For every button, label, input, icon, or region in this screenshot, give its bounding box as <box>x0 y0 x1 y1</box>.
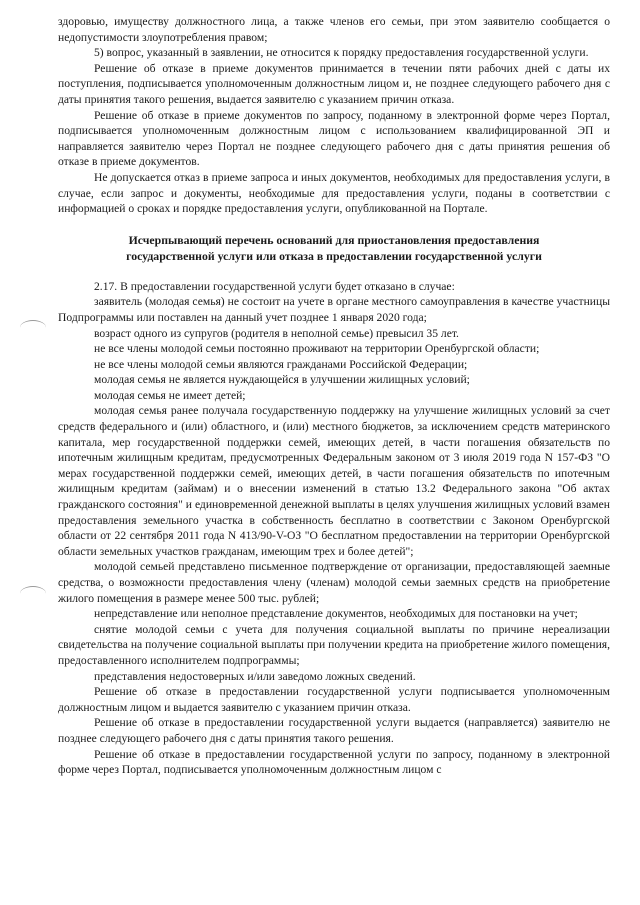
paragraph-ground-documents: непредставление или неполное представление документов, необходимых для постановки на учет; <box>94 607 578 621</box>
paragraph-refusal-decision: Решение об отказе в приеме документов принимается в течении пяти рабочих дней с даты их поступления, подписывается уполномоченным должностным лицом и, не позднее следующего рабочего дня с даты принятия такого решения, выдается заявителю с указанием причин отказа. <box>58 61 610 106</box>
paragraph-ground-housing-need: молодая семья не является нуждающейся в улучшении жилищных условий; <box>94 373 470 387</box>
paragraph-ground-age: возраст одного из супругов (родителя в неполной семье) превысил 35 лет. <box>94 326 459 340</box>
spacer <box>58 264 610 279</box>
paragraph-ground-no-children: молодая семья не имеет детей; <box>94 388 246 402</box>
paragraph-2-17: 2.17. В предоставлении государственной услуги будет отказано в случае: <box>94 279 455 293</box>
scan-margin-mark-top <box>20 320 46 335</box>
paragraph-ground-loan-confirmation: молодой семьей представлено письменное подтверждение от организации, предоставляющей заемные средства, о возможности предоставления члену (членам) молодой семьи заемных средств на приобретение жилого помещения в размере менее 500 тыс. рублей; <box>58 560 610 605</box>
section-heading-line-1: Исчерпывающий перечень оснований для приостановления предоставления <box>128 232 540 247</box>
paragraph-ground-residence: не все члены молодой семьи постоянно проживают на территории Оренбургской области; <box>94 342 540 356</box>
paragraph-refusal-electronic: Решение об отказе в приеме документов по запросу, поданному в электронной форме через Портал, подписывается уполномоченным должностным лицом с использованием квалифицированной ЭП и направляется заявителю через Портал не позднее следующего рабочего дня с даты принятия решения об отказе в приеме документов. <box>58 108 610 169</box>
paragraph-refusal-portal: Решение об отказе в предоставлении государственной услуги по запросу, поданному в электронной форме через Портал, подписывается уполномоченным должностным лицом с <box>58 747 610 777</box>
paragraph-ground-citizenship: не все члены молодой семьи являются гражданами Российской Федерации; <box>94 357 468 371</box>
paragraph-refusal-not-allowed: Не допускается отказ в приеме запроса и иных документов, необходимых для предоставления услуги, в случае, если запрос и документы, необходимые для предоставления услуги, поданы в соответствии с информацией о сроках и порядке предоставления услуги, опубликованной на Портале. <box>58 170 610 216</box>
paragraph-ground-false-info: представления недостоверных и/или заведомо ложных сведений. <box>94 669 416 683</box>
paragraph-refusal-delivery: Решение об отказе в предоставлении государственной услуги выдается (направляется) заявителю не позднее следующего рабочего дня с даты принятия такого решения. <box>58 716 610 745</box>
paragraph-ground-prior-support: молодая семья ранее получала государственную поддержку на улучшение жилищных условий за счет средств федерального и (или) областного, и (или) местного бюджетов, за исключением средств материнского капитала, мер государственной поддержки семей, имеющих детей, в части погашения обязательств по ипотечным жилищным кредитам, предусмотренных Федеральным законом от 3 июля 2019 года N 157-ФЗ "О мерах государственной поддержки семей, имеющих детей, в части погашения обязательств по ипотечным жилищным кредитам (займам) и о внесении изменений в статью 13.2 Федерального закона "Об актах гражданского состояния" и единовременной денежной выплаты в целях улучшения жилищных условий взамен предоставления земельного участка в собственность бесплатно в соответствии с Законом Оренбургской области от 22 сентября 2011 года N 413/90-V-ОЗ "О бесплатном предоставлении на территории Оренбургской области земельных участков гражданам, имеющим трех и более детей"; <box>58 404 610 558</box>
document-page <box>58 14 610 778</box>
spacer <box>58 217 610 232</box>
paragraph-item-5: 5) вопрос, указанный в заявлении, не относится к порядку предоставления государственной услуги. <box>94 46 589 60</box>
paragraph-ground-deregistration: снятие молодой семьи с учета для получения социальной выплаты по причине нереализации свидетельства на получение социальной выплаты при получении кредита на приобретение жилого помещения, предоставленного исполнителем подпрограммы; <box>58 622 610 667</box>
section-heading-line-2: государственной услуги или отказа в предоставлении государственной услуги <box>126 248 542 263</box>
paragraph-ground-registration: заявитель (молодая семья) не состоит на учете в органе местного самоуправления в качестве участницы Подпрограммы или поставлен на данный учет позднее 1 января 2020 года; <box>58 295 610 324</box>
paragraph-refusal-signing: Решение об отказе в предоставлении государственной услуги подписывается уполномоченным должностным лицом и выдается заявителю с указанием причин отказа. <box>58 685 610 714</box>
paragraph-continuation: здоровью, имуществу должностного лица, а также членов его семьи, при этом заявителю сообщается о недопустимости злоупотребления правом; <box>58 15 610 44</box>
scan-margin-mark-bottom <box>20 586 46 601</box>
